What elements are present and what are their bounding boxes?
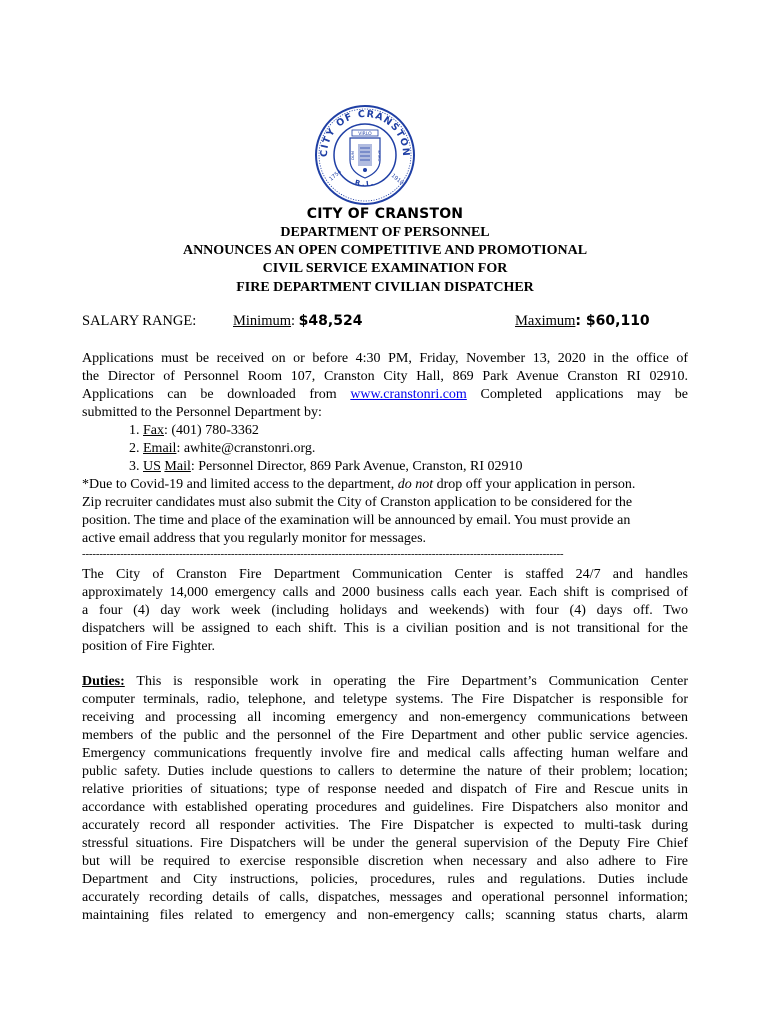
covid-note: Zip recruiter candidates must also submit the City of Cranston application to be considered for the: [82, 495, 633, 510]
about-line: The City of Cranston Fire Department Communication Center is staffed 24/7 and handles: [82, 567, 688, 582]
about-line: approximately 14,000 emergency calls and 2000 business calls each year. Each shift is comprised of: [82, 585, 688, 600]
apply-line: the Director of Personnel Room 107, Cranston City Hall, 869 Park Avenue Cranston RI 02910.: [82, 369, 688, 384]
salary-label: SALARY RANGE:: [82, 313, 197, 329]
seal-ring-bottom: R.I.: [354, 178, 377, 189]
duties-line: Department and City instructions, policies, procedures, rules and regulations. Duties include: [82, 872, 688, 887]
duties-line: computer terminals, radio, telephone, and teletype systems. The Fire Dispatcher is responsible for: [82, 692, 688, 707]
seal-banner: VIRLO: [358, 132, 372, 137]
about-paragraph: [82, 566, 688, 656]
seal-motto-left: DUM: [350, 151, 355, 160]
method-email: 2. Email: awhite@cranstonri.org.: [129, 441, 316, 456]
seal-motto-right: SPIRO: [377, 150, 382, 162]
city-seal-logo: [314, 104, 416, 206]
department-heading: DEPARTMENT OF PERSONNEL: [280, 225, 490, 240]
position-heading: FIRE DEPARTMENT CIVILIAN DISPATCHER: [236, 280, 534, 295]
method-mail: 3. US Mail: Personnel Director, 869 Park Avenue, Cranston, RI 02910: [129, 459, 523, 474]
salary-minimum: Minimum: $48,524: [233, 313, 363, 329]
duties-line: members of the public and the personnel of the Fire Department and other public service agencies.: [82, 728, 688, 743]
duties-line: receiving and processing all incoming emergency and non-emergency communications between: [82, 710, 688, 725]
svg-text:R.I.: [354, 179, 376, 189]
apply-line: submitted to the Personnel Department by:: [82, 405, 322, 420]
announcement-heading: ANNOUNCES AN OPEN COMPETITIVE AND PROMOTIONAL: [182, 243, 588, 258]
minimum-label: Minimum: [233, 313, 292, 329]
duties-line: accordance with established operating procedures and guidelines. Fire Dispatchers also monitor and: [82, 800, 688, 815]
minimum-value: $48,524: [298, 313, 363, 329]
website-link[interactable]: www.cranstonri.com: [350, 387, 467, 402]
apply-line: Applications can be downloaded from www.cranstonri.com Completed applications may be: [82, 387, 688, 402]
duties-line: stressful situations. Fire Dispatchers will be under the general supervision of the Deputy Fire Chief: [82, 836, 688, 851]
seal-ring-text: CITY OF CRANSTON: [318, 108, 412, 158]
maximum-label: Maximum: [515, 313, 576, 329]
duties-line: accurately recording details of calls, dispatches, messages and operational personnel information;: [82, 890, 688, 905]
about-line: a four (4) day work week (including holidays and weekends) with four (4) days off. Two: [82, 603, 688, 618]
city-heading: CITY OF CRANSTON: [306, 206, 464, 222]
duties-line: relative priorities of situations; type of response needed and dispatch of Fire and Rescue units in: [82, 782, 688, 797]
method-fax: 1. Fax: (401) 780-3362: [129, 423, 259, 438]
covid-note: active email address that you regularly monitor for messages.: [82, 531, 427, 546]
exam-heading: CIVIL SERVICE EXAMINATION FOR: [262, 261, 508, 276]
duties-line: but will be required to exercise responsible discretion when necessary and also adhere to Fire: [82, 854, 688, 869]
application-paragraph: [82, 350, 688, 548]
duties-paragraph: [82, 673, 688, 925]
divider: -------------------------------------------------------------------------------------------------------------------------------------------: [82, 548, 564, 560]
about-line: position of Fire Fighter.: [82, 639, 215, 654]
covid-note: position. The time and place of the examination will be announced by email. You must provide an: [82, 513, 631, 528]
maximum-value: $60,110: [585, 313, 650, 329]
covid-note: *Due to Covid-19 and limited access to the department, do not drop off your application in person.: [82, 477, 636, 492]
about-line: dispatchers will be assigned to each shift. This is a civilian position and is not transitional for the: [82, 621, 688, 636]
duties-line: accurately record all responder activities. The Fire Dispatcher is expected to multi-task during: [82, 818, 688, 833]
apply-line: Applications must be received on or before 4:30 PM, Friday, November 13, 2020 in the office of: [82, 351, 688, 366]
duties-line: public safety. Duties include questions to callers to determine the nature of their problem; location;: [82, 764, 688, 779]
salary-maximum: Maximum: $60,110: [515, 313, 650, 329]
duties-line: Duties: This is responsible work in operating the Fire Department’s Communication Center: [82, 674, 688, 689]
seal-year-right: 1910: [389, 172, 405, 187]
seal-year-left: 1754: [328, 168, 344, 183]
duties-line: maintaining files related to emergency and non-emergency calls; scanning status charts, alarm: [82, 908, 688, 923]
duties-line: Emergency communications frequently involve fire and medical calls affecting human welfare and: [82, 746, 688, 761]
duties-label: Duties:: [82, 674, 125, 689]
